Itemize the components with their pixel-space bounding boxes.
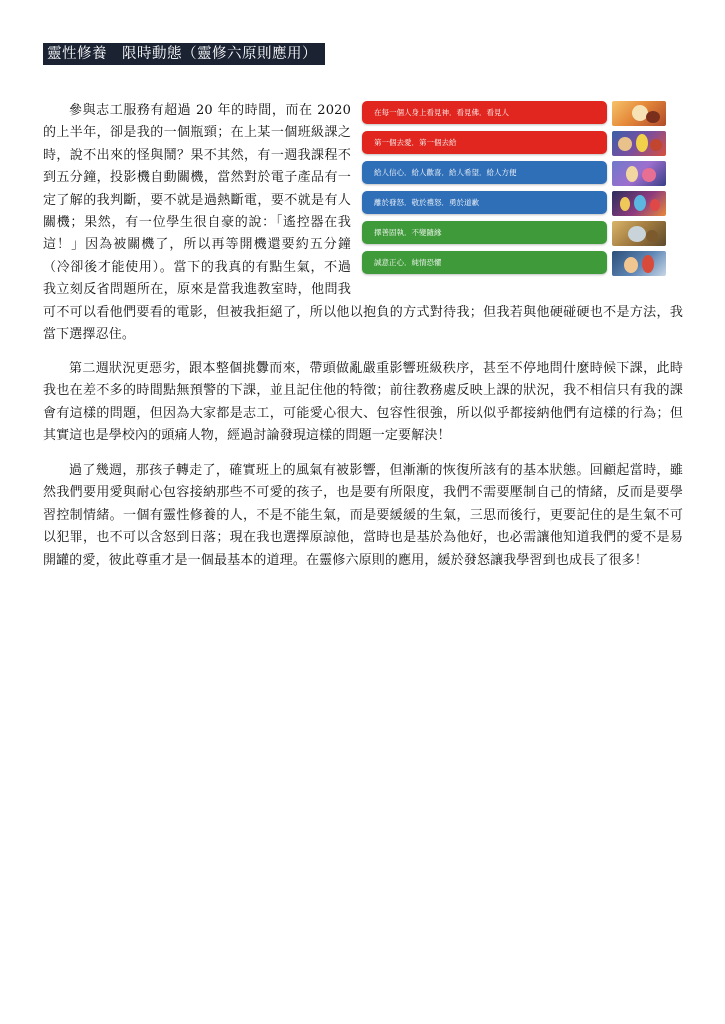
- principle-bar: 給人信心．給人歡喜．給人希望．給人方便: [362, 161, 607, 184]
- page-title: 靈性修養 限時動態（靈修六原則應用）: [43, 43, 325, 65]
- principle-bar: 在每一個人身上看見神．看見佛．看見人: [362, 101, 607, 124]
- paragraph-text: 過了幾週，那孩子轉走了，確實班上的風氣有被影響，但漸漸的恢復所該有的基本狀態。回顧起當時，雖然我們要用愛與耐心包容接納那些不可愛的孩子，也是要有所限度，我們不需要壓制自己的情緒，反而是要學習控制情緒。一個有靈性修養的人，不是不能生氣，而是要緩緩的生氣，三思而後行，更要記住的是生氣不可以犯罪，也不可以含怒到日落；現在我也選擇原諒他，當時也是基於為他好，也必需讓他知道我們的愛不是易開罐的愛，彼此尊重才是一個最基本的道理。在靈修六原則的應用，緩於發怒讓我學習到也成長了很多！: [43, 463, 683, 568]
- principle-bar: 離於發怒．敬於禮怒．勇於道歉: [362, 191, 607, 214]
- principle-bar: 誠意正心．純情恐懼: [362, 251, 607, 274]
- figure-space: [351, 100, 683, 298]
- paragraph-3: [43, 460, 683, 572]
- principle-bar: 擇善固執．不變隨緣: [362, 221, 607, 244]
- paragraph-1: [43, 100, 683, 346]
- paragraph-text: 第二週狀況更惡劣，跟本整個挑釁而來，帶頭做亂嚴重影響班級秩序，甚至不停地問什麼時候下課，此時我也在差不多的時間點無預警的下課，並且記住他的特徵；前往教務處反映上課的狀況，我不相信只有我的課會有這樣的問題，但因為大家都是志工，可能愛心很大、包容性很強，所以似乎都接納他們有這樣的行為；但其實這也是學校內的頭痛人物，經過討論發現這樣的問題一定要解決！: [43, 361, 683, 444]
- paragraph-text: 參與志工服務有超過 20 年的時間，而在 2020 的上半年，卻是我的一個瓶頸；在上某一個班級課之時，說不出來的怪與鬧？果不其然，有一週我課程不到五分鐘，投影機自動關機，當然對於電子產品有一定了解的我判斷，要不就是過熱斷電，要不就是有人關機；果然，有一位學生很自豪的說：「遙控器在我這！」因為被關機了，所以再等開機還要約五分鐘（冷卻後才能使用）。當下的我真的有點生氣，不過我立刻反省問題所在，原來是當我進教室時，他問我可不可以看他們要看的電影，但被我拒絕了，所以他以抱負的方式對待我；但我若與他硬碰硬也不是方法，我當下選擇忍住。: [43, 103, 683, 343]
- principle-bar: 第一個去愛．第一個去給: [362, 131, 607, 154]
- paragraph-2: [43, 358, 683, 448]
